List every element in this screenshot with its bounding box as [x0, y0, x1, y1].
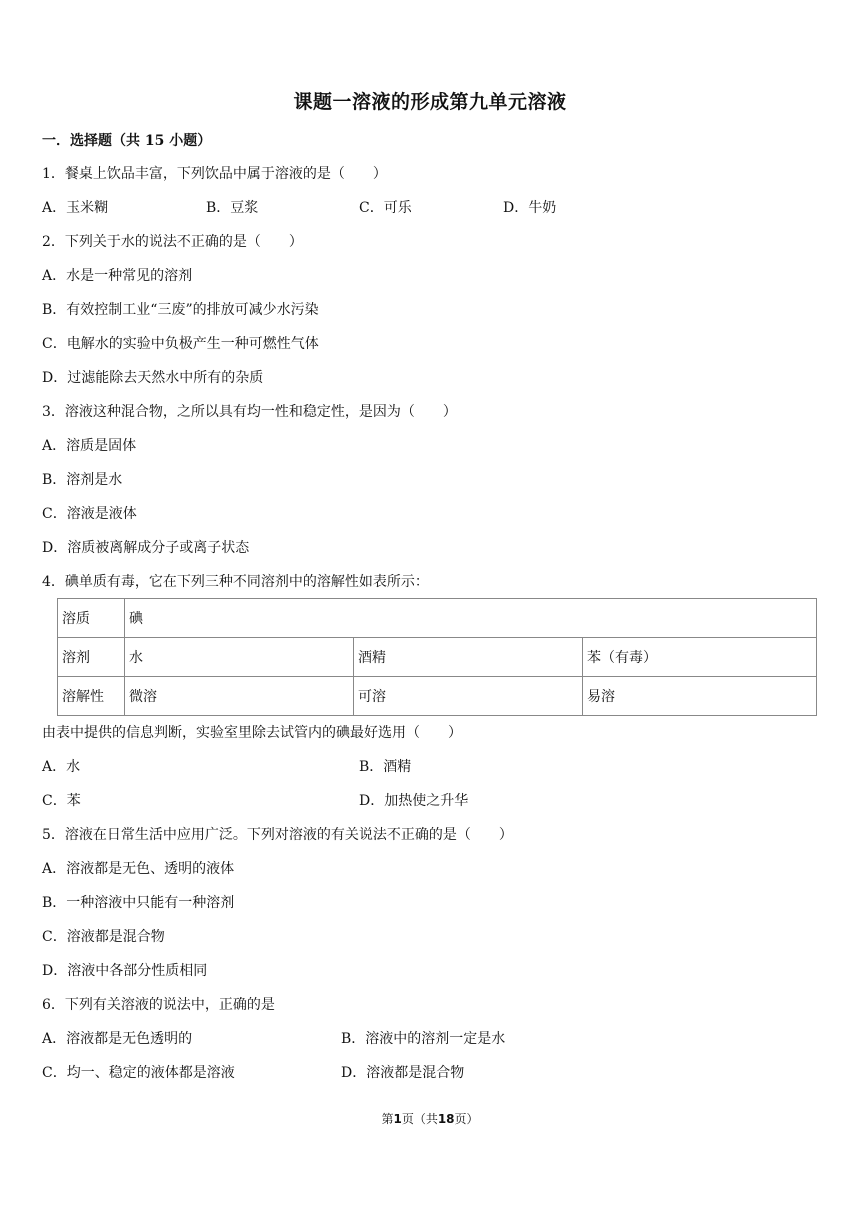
table-cell: 易溶 [583, 677, 817, 716]
table-row [58, 677, 817, 716]
table-cell: 苯（有毒） [583, 638, 817, 677]
table-cell: 碘 [125, 599, 817, 638]
page-number: 1 [393, 1112, 402, 1126]
question-5-option-c: C．溶液都是混合物 [42, 929, 165, 945]
question-2-option-d: D．过滤能除去天然水中所有的杂质 [42, 370, 264, 386]
table-cell: 酒精 [354, 638, 583, 677]
table-cell: 溶剂 [58, 638, 125, 677]
table-row [58, 599, 817, 638]
question-5-stem: 5．溶液在日常生活中应用广泛。下列对溶液的有关说法不正确的是（ ） [42, 827, 513, 843]
question-6-option-d: D．溶液都是混合物 [341, 1065, 465, 1081]
footer-prefix: 第 [381, 1112, 394, 1126]
table-cell: 溶解性 [58, 677, 125, 716]
question-4-option-b: B．酒精 [359, 759, 412, 775]
question-6-option-b: B．溶液中的溶剂一定是水 [341, 1031, 506, 1047]
question-2-option-c: C．电解水的实验中负极产生一种可燃性气体 [42, 336, 319, 352]
document-title: 课题一溶液的形成第九单元溶液 [293, 91, 567, 113]
solubility-table [57, 598, 817, 716]
question-2-stem: 2．下列关于水的说法不正确的是（ ） [42, 234, 303, 250]
question-1-option-d: D．牛奶 [503, 200, 557, 216]
question-2-option-b: B．有效控制工业“三废”的排放可减少水污染 [42, 302, 319, 318]
table-cell: 溶质 [58, 599, 125, 638]
footer-suffix: 页） [454, 1112, 479, 1126]
question-3-option-b: B．溶剂是水 [42, 472, 123, 488]
question-4-prompt: 由表中提供的信息判断，实验室里除去试管内的碘最好选用（ ） [42, 725, 462, 741]
question-4-stem: 4．碘单质有毒，它在下列三种不同溶剂中的溶解性如表所示： [42, 574, 429, 590]
table-cell: 水 [125, 638, 354, 677]
table-row [58, 638, 817, 677]
question-1-stem: 1．餐桌上饮品丰富，下列饮品中属于溶液的是（ ） [42, 166, 387, 182]
question-1-option-a: A．玉米糊 [42, 200, 109, 216]
question-3-stem: 3．溶液这种混合物，之所以具有均一性和稳定性，是因为（ ） [42, 404, 457, 420]
question-3-option-c: C．溶液是液体 [42, 506, 137, 522]
page-footer [0, 1110, 860, 1128]
question-6-option-c: C．均一、稳定的液体都是溶液 [42, 1065, 235, 1081]
question-2-option-a: A．水是一种常见的溶剂 [42, 268, 193, 284]
question-6-stem: 6．下列有关溶液的说法中，正确的是 [42, 997, 275, 1013]
section-heading: 一．选择题（共 15 小题） [42, 133, 212, 149]
question-1-option-c: C．可乐 [359, 200, 412, 216]
question-5-option-b: B．一种溶液中只能有一种溶剂 [42, 895, 235, 911]
question-5-option-d: D．溶液中各部分性质相同 [42, 963, 208, 979]
question-4-option-d: D．加热使之升华 [359, 793, 469, 809]
page-total: 18 [437, 1112, 455, 1126]
question-4-option-c: C．苯 [42, 793, 81, 809]
table-cell: 微溶 [125, 677, 354, 716]
question-3-option-a: A．溶质是固体 [42, 438, 137, 454]
question-4-option-a: A．水 [42, 759, 81, 775]
footer-middle: 页（共 [401, 1112, 438, 1126]
question-5-option-a: A．溶液都是无色、透明的液体 [42, 861, 235, 877]
question-3-option-d: D．溶质被离解成分子或离子状态 [42, 540, 250, 556]
question-1-option-b: B．豆浆 [206, 200, 259, 216]
question-6-option-a: A．溶液都是无色透明的 [42, 1031, 193, 1047]
table-cell: 可溶 [354, 677, 583, 716]
